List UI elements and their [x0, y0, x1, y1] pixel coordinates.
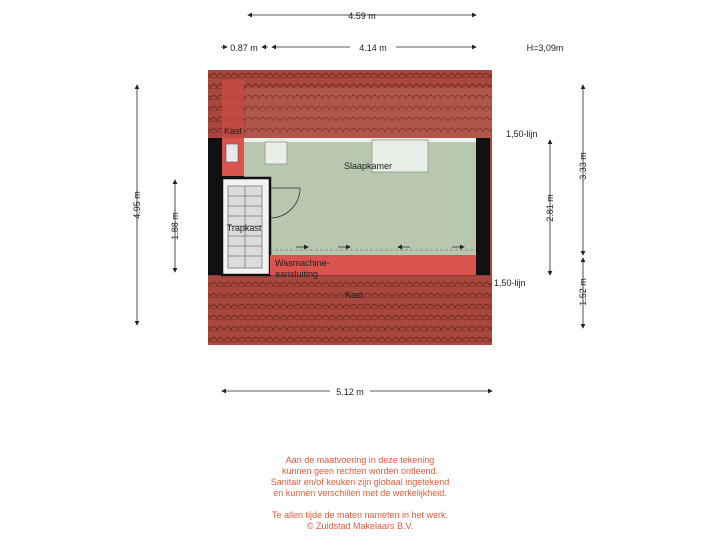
room-label-kast-small: Kast — [223, 126, 243, 136]
radiator-icon — [226, 144, 238, 162]
room-label-kast-bottom: Kast — [344, 290, 364, 300]
disclaimer — [0, 455, 720, 532]
wall-left — [208, 138, 222, 275]
skylight-small-icon — [265, 142, 287, 164]
dim-height: H=3,09m — [526, 43, 564, 53]
dim-right-lower: 1.52 m — [578, 278, 588, 306]
dim-left-total: 4.95 m — [132, 191, 142, 219]
roof-bottom — [208, 275, 492, 345]
dim-left-stair: 1.88 m — [170, 212, 180, 240]
room-label-wasmachine-2: aansluiting — [275, 269, 319, 279]
dim-bottom: 5.12 m — [336, 387, 364, 397]
room-label-trapkast: Trapkast — [226, 223, 262, 233]
line-label-upper: 1,50-lijn — [506, 129, 538, 139]
wall-top — [244, 138, 477, 142]
disclaimer-copyright: © Zuidstad Makelaars B.V. — [306, 521, 414, 531]
disclaimer-line-3: Sanitair en/of keuken zijn globaal ingetekend — [270, 477, 450, 487]
disclaimer-line-5: Te allen tijde de maten nameten in het werk. — [271, 510, 449, 520]
room-label-wasmachine-1: Wasmachine- — [275, 258, 330, 268]
wall-right — [476, 138, 490, 275]
dim-top-left: 0.87 m — [230, 43, 258, 53]
line-label-lower: 1,50-lijn — [494, 278, 526, 288]
roof-right — [490, 138, 492, 275]
dim-top-total: 4.59 m — [348, 11, 376, 21]
disclaimer-line-4: en kunnen verschillen met de werkelijkheid. — [273, 488, 447, 498]
roof-top-lit — [245, 88, 492, 138]
dim-right-mid: 2.81 m — [545, 194, 555, 222]
dim-top-right: 4.14 m — [359, 43, 387, 53]
disclaimer-line-2: kunnen geen rechten worden ontleend. — [281, 466, 439, 476]
dim-right-upper: 3.33 m — [578, 152, 588, 180]
disclaimer-line-1: Aan de maatvoering in deze tekening — [285, 455, 435, 465]
room-label-slaapkamer: Slaapkamer — [343, 161, 393, 171]
